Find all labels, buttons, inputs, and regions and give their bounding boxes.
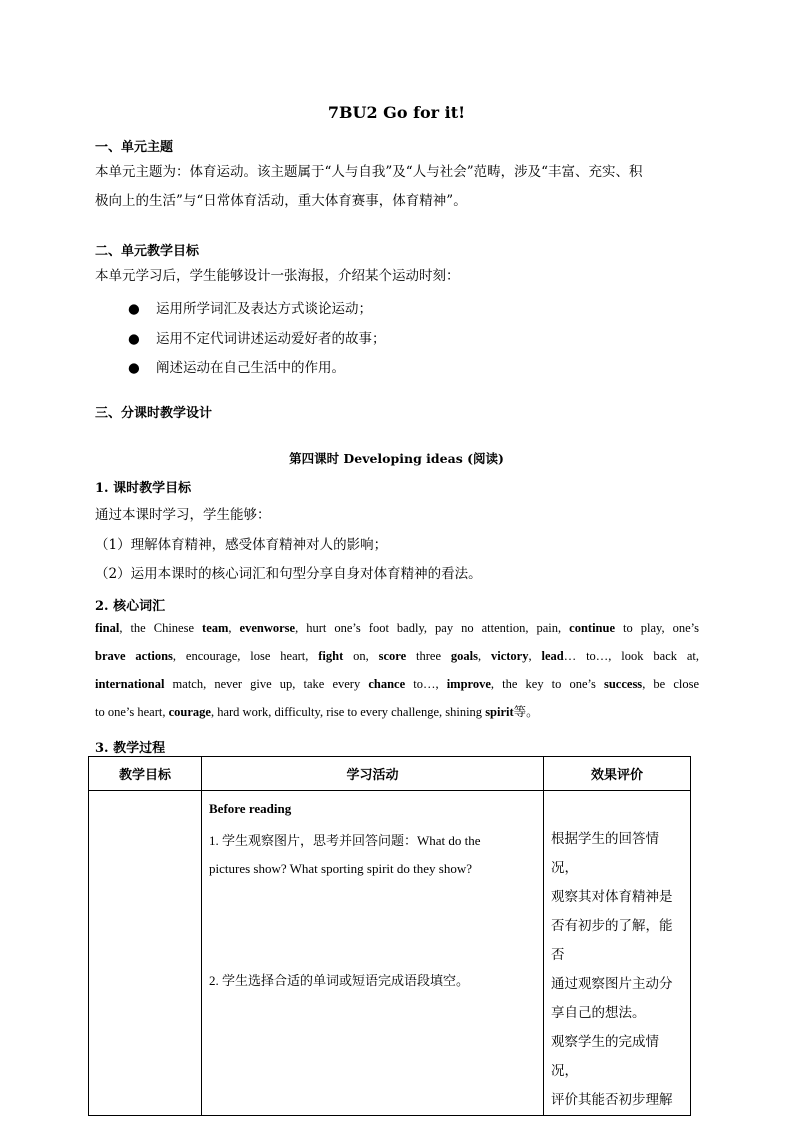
teaching-process-table (88, 756, 691, 1116)
unit-goal-text: 运用所学词汇及表达方式谈论运动； (156, 301, 372, 317)
document-title: 7BU2 Go for it! (327, 103, 466, 122)
vocab-text: , the Chinese (119, 621, 203, 635)
unit-theme-line-1: 本单元主题为：体育运动。该主题属于“人与自我”及“人与社会”范畴，涉及“丰富、充实、积 (95, 164, 643, 180)
evaluation-line: 观察其对体育精神是 (551, 889, 673, 905)
vocab-text: match, never give up, take every (164, 677, 369, 691)
vocab-line (95, 642, 699, 670)
evaluation-line: 根据学生的回答情况， (551, 831, 659, 876)
unit-goal-text: 阐述运动在自己生活中的作用。 (156, 360, 345, 376)
table-header-row (89, 757, 691, 791)
section-heading-lesson-design: 三、分课时教学设计 (95, 406, 213, 421)
bullet-icon: ● (128, 331, 140, 347)
vocab-keyword: fight (318, 649, 344, 663)
vocab-text: , (528, 649, 542, 663)
vocab-line (95, 670, 699, 698)
vocab-text: … to…, look back at, (563, 649, 700, 663)
core-vocab-paragraph (95, 614, 699, 726)
vocab-keyword: lead (541, 649, 564, 663)
vocab-keyword: continue (569, 621, 615, 635)
vocab-keyword: team (202, 621, 229, 635)
vocab-keyword: brave actions (95, 649, 173, 663)
lesson-goals-heading: 1. 课时教学目标 (95, 481, 192, 496)
evaluation-line: 评价其能否初步理解 (551, 1092, 673, 1108)
unit-goal-item (128, 327, 386, 347)
bullet-icon: ● (128, 301, 140, 317)
vocab-text: to…, (405, 677, 447, 691)
vocab-keyword: courage (168, 705, 211, 719)
vocab-text: , (478, 649, 491, 663)
stage-label: Before reading (209, 801, 292, 816)
evaluation-cell (544, 791, 691, 1116)
vocab-text: , be close (642, 677, 699, 691)
evaluation-line: 观察学生的完成情况， (551, 1034, 659, 1079)
core-vocab-heading: 2. 核心词汇 (95, 599, 166, 614)
vocab-keyword: international (95, 677, 165, 691)
vocab-keyword: victory (491, 649, 529, 663)
vocab-text: three (406, 649, 451, 663)
evaluation-line: 通过观察图片主动分 (551, 976, 673, 992)
unit-theme-line-2: 极向上的生活”与“日常体育活动，重大体育赛事，体育精神”。 (95, 193, 467, 209)
goal-cell (89, 791, 202, 1116)
bullet-icon: ● (128, 360, 140, 376)
lesson-goals-intro: 通过本课时学习，学生能够： (95, 507, 271, 523)
section-heading-unit-theme: 一、单元主题 (95, 140, 174, 155)
vocab-text: , (228, 621, 240, 635)
unit-goal-text: 运用不定代词讲述运动爱好者的故事； (156, 331, 386, 347)
unit-goals-intro: 本单元学习后，学生能够设计一张海报，介绍某个运动时刻： (95, 268, 460, 284)
lesson-goal-2: （2）运用本课时的核心词汇和句型分享自身对体育精神的看法。 (95, 566, 482, 582)
column-header-goal: 教学目标 (89, 757, 202, 791)
vocab-keyword: goals (450, 649, 478, 663)
unit-goal-item (128, 297, 372, 317)
vocab-text: , hard work, difficulty, rise to every challenge, shining (210, 705, 486, 719)
vocab-keyword: spirit (485, 705, 514, 719)
vocab-keyword: chance (368, 677, 406, 691)
column-header-activity: 学习活动 (202, 757, 544, 791)
teaching-process-heading: 3. 教学过程 (95, 741, 166, 756)
vocab-text: on, (343, 649, 379, 663)
vocab-text: , the key to one’s (490, 677, 604, 691)
lesson-title: 第四课时 Developing ideas (阅读) (289, 451, 504, 466)
activity-item-1-line-2: pictures show? What sporting spirit do they show? (209, 861, 472, 876)
vocab-line (95, 614, 699, 642)
table-row (89, 791, 691, 1116)
activity-cell (202, 791, 544, 1116)
vocab-text: 等。 (513, 705, 539, 719)
vocab-line (95, 698, 699, 726)
evaluation-line: 享自己的想法。 (551, 1005, 646, 1021)
section-heading-unit-goals: 二、单元教学目标 (95, 244, 200, 259)
activity-item-2: 2. 学生选择合适的单词或短语完成语段填空。 (209, 973, 470, 988)
column-header-evaluation: 效果评价 (544, 757, 691, 791)
evaluation-line: 否有初步的了解，能否 (551, 918, 673, 963)
activity-item-1-line-1: 1. 学生观察图片，思考并回答问题：What do the (209, 833, 481, 848)
vocab-keyword: success (603, 677, 643, 691)
vocab-text: , encourage, lose heart, (172, 649, 319, 663)
vocab-keyword: final (95, 621, 120, 635)
unit-goal-item (128, 356, 345, 376)
vocab-text: to one’s heart, (95, 705, 169, 719)
vocab-text: , hurt one’s foot badly, pay no attention, pain, (295, 621, 570, 635)
vocab-text: to play, one’s (615, 621, 699, 635)
lesson-goal-1: （1）理解体育精神，感受体育精神对人的影响； (95, 537, 388, 553)
vocab-keyword: evenworse (239, 621, 296, 635)
vocab-keyword: score (378, 649, 407, 663)
vocab-keyword: improve (446, 677, 491, 691)
